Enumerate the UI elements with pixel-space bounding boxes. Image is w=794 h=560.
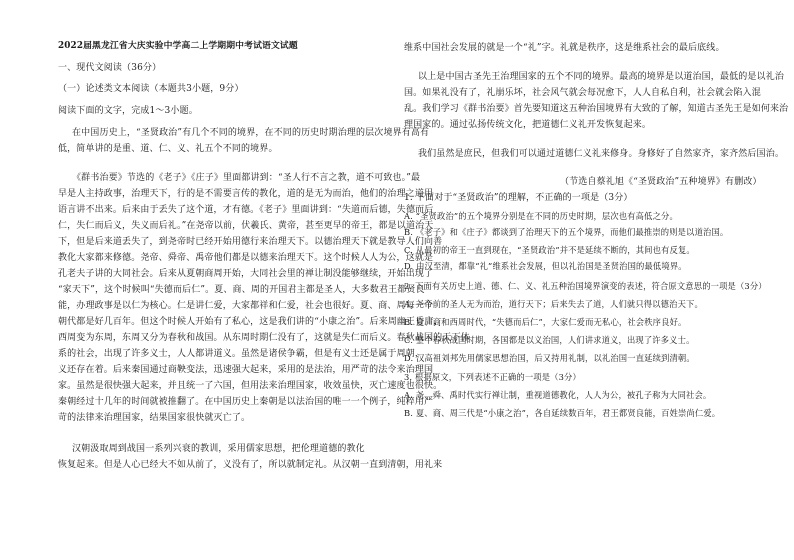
right-column-line: A. 尧帝前的圣人无为而治，道行天下；后来失去了道，人们就只得以德治天下。 — [404, 299, 703, 309]
right-column-line: （节选自蔡礼旭《“圣贤政治”五种境界》有删改） — [560, 177, 762, 187]
right-column-line: 我们虽然是庶民，但我们可以通过道德仁义礼来修身。身修好了自然家齐，家齐然后国治。 — [418, 149, 785, 159]
left-column-line: 《群书治要》节选的《老子》《庄子》里面都讲到：“圣人行不言之教，道不可致也。”最 — [72, 173, 421, 183]
left-column-line: “家天下”，这个时候叫“失德而后仁”。夏、商、周的开国君主都是圣人，大多数君王都贤良 — [58, 285, 425, 295]
left-column-line: 语言讲不出来。后来由于丢失了这个道，才有德。《老子》里面讲到：“失道而后德，失德而后 — [58, 205, 434, 215]
left-column-line: 下，但是后来道丢失了，到尧帝时已经开始用德行来治理天下。以德治理天下就是教导人们向善 — [58, 237, 443, 247]
left-column-line: 低，简单讲的是重、道、仁、义、礼五个不同的境界。 — [58, 144, 278, 154]
left-column-line: 秦朝经过十几年的时间就被推翻了。在中国历史上秦朝是以法治国的唯一一个例子，纯粹用严 — [58, 397, 434, 407]
left-column-line: 系的社会，出现了许多义士，人人都讲道义。虽然是诸侯争霸，但是有义士还是属于周朝， — [58, 349, 425, 359]
left-column-line: 家。虽然是很快强大起来，并且统一了六国，但用法来治理国家，收效虽快，灭亡速度也很快。 — [58, 381, 443, 391]
left-column-line: 西周变为东周，东周又分为春秋和战国。从东周时期仁没有了，这就是失仁而后义。春秋战国的天下体 — [58, 333, 470, 343]
left-column-line: 在中国历史上，“圣贤政治”有几个不同的境界，在不同的历史时期治理的层次境界有高有 — [72, 128, 430, 138]
left-column-line: 能，办理政事是以仁为核心。仁是讲仁爱，大家都祥和仁爱，社会也很好。夏、商、周每一个 — [58, 301, 434, 311]
left-column-line: 恢复起来。但是人心已经大不如从前了，义没有了，所以就制定礼。从汉朝一直到清朝，用礼来 — [58, 460, 443, 470]
left-column-line: 早是人主持政事，治理天下，行的是不需要言传的教化，道的是无为而治，他们的治理之道用 — [58, 189, 434, 199]
right-column-line: 3. 根据原文，下列表述不正确的一项是（3分） — [404, 372, 581, 382]
right-column-line: C. 整个春秋战国时期，各国都是以义治国，人们讲求道义，出现了许多义士。 — [404, 335, 695, 345]
right-column-line: 国。如果礼没有了，礼崩乐坏，社会风气就会每况愈下，人人自私自利，社会就会陷入混 — [404, 88, 761, 98]
right-column-line: 2. 下面有关历史上道、德、仁、义、礼五种治国境界演变的表述，符合原文意思的一项是（3分） — [404, 281, 767, 291]
right-column-line: C. 从最初的帝王一直到现在，“圣贤政治”并不是延续不断的，其间也有反复。 — [404, 245, 695, 255]
left-column-line: 仁，失仁而后义，失义而后礼。”在尧帝以前，伏羲氏、黄帝，甚至更早的帝王，都是以道治天 — [58, 221, 434, 231]
right-column-line: B. 夏、商、周三代是“小康之治”，各自延续数百年，君王都贤良能，百姓崇尚仁爱。 — [404, 408, 721, 418]
left-column-line: 孔老夫子讲的大同社会。后来从夏朝商周开始，大同社会里的禅让制没能够继续，开始出现了 — [58, 269, 434, 279]
left-column-line: 一、现代文阅读（36分） — [58, 63, 162, 73]
right-column-line: D. 汉高祖刘邦先用儒家思想治国，后又持用礼制，以礼治国一直延续到清朝。 — [404, 353, 695, 363]
left-column-line: 阅读下面的文字，完成1～3小题。 — [58, 106, 198, 116]
right-column-line: D. 由汉至清，都靠“礼”维系社会发展，但以礼治国是圣贤治国的最低境界。 — [404, 261, 687, 271]
right-column-line: 以上是中国古圣先王治理国家的五个不同的境界。最高的境界是以道治国，最低的是以礼治 — [418, 72, 785, 82]
left-column-line: 教化大家都来修德。尧帝、舜帝、禹帝他们都是以德来治理天下。这个时候人人为公，这就是 — [58, 253, 434, 263]
left-column-line: 义还存在着。后来秦国通过商鞅变法，迅速强大起来，采用的是法治，用严苛的法令来治理国 — [58, 365, 434, 375]
left-column-line: 汉朝汲取周到战国一系列兴衰的教训，采用儒家思想，把伦理道德的教化 — [72, 444, 365, 454]
right-column-line: A. 尧、舜、禹时代实行禅让制，重视道德教化，人人为公，被孔子称为大同社会。 — [404, 390, 712, 400]
right-column-line: 1. 下面对于“圣贤政治”的理解，不正确的一项是（3分） — [404, 193, 633, 203]
right-column-line: 乱。我们学习《群书治要》首先要知道这五种治国境界有大致的了解，知道古圣先王是如何来治 — [404, 104, 789, 114]
right-column-line: 维系中国社会发展的就是一个“礼”字。礼就是秩序，这是维系社会的最后底线。 — [404, 43, 725, 53]
left-column-line: 2022届黑龙江省大庆实验中学高二上学期期中考试语文试题 — [58, 41, 298, 51]
right-column-line: 理国家的。通过弘扬传统文化，把道德仁义礼开发恢复起来。 — [404, 120, 652, 130]
left-column-line: 苛的法律来治理国家，结果国家很快就灭亡了。 — [58, 413, 251, 423]
right-column-line: B. 《老子》和《庄子》都谈到了治理天下的五个境界，而他们最推崇的则是以道治国。 — [404, 227, 729, 237]
right-column-line: B. 夏、商和西周时代，“失德而后仁”，大家仁爱而无私心，社会秩序良好。 — [404, 317, 687, 327]
right-column-line: A. “圣贤政治”的五个境界分别是在不同的历史时期，层次也有高低之分。 — [404, 211, 678, 221]
left-column-line: 朝代都是好几百年。但这个时候人开始有了私心，这是我们讲的“小康之治”。后来周幽王昏庸， — [58, 317, 443, 327]
left-column-line: （一）论述类文本阅读（本题共3小题，9分） — [58, 84, 244, 94]
